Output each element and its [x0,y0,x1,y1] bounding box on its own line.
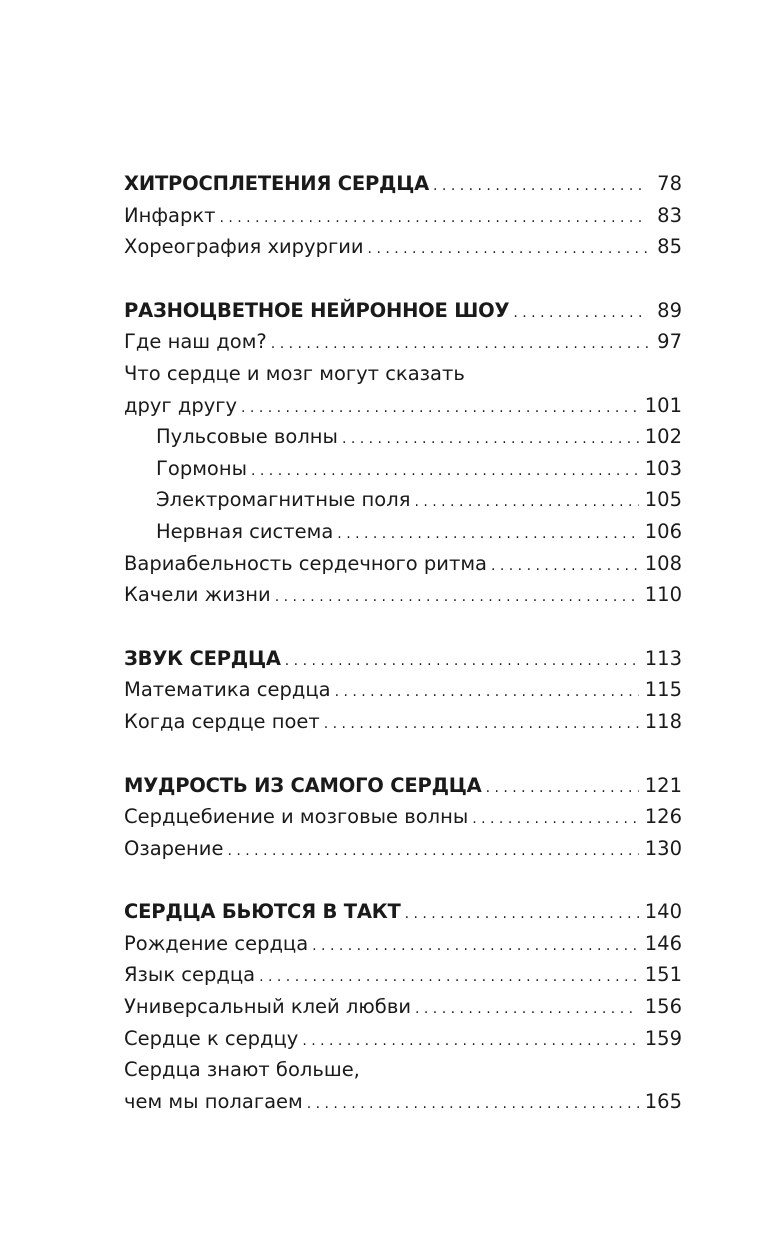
leader-dots [285,646,639,678]
leader-dots [312,931,639,963]
leader-dots [415,994,639,1026]
toc-entry[interactable] [124,706,682,738]
toc-entry[interactable] [124,548,682,580]
toc-entry-title: Озарение [124,836,224,860]
leader-dots [335,677,639,709]
page-number: 97 [657,330,682,354]
page-number: 110 [644,583,682,607]
toc-subentry-title: Пульсовые волны [156,425,338,449]
toc-entry[interactable] [124,801,682,833]
leader-dots [342,424,639,456]
toc-heading-title: ЗВУК СЕРДЦА [124,646,281,670]
toc-section [124,896,682,1117]
toc-heading[interactable] [124,168,682,200]
page-number: 78 [657,172,682,195]
leader-dots [302,1026,638,1058]
toc-entry-title: Вариабельность сердечного ритма [124,551,487,575]
toc-entry-title: Хореография хирургии [124,235,364,259]
toc-heading-title: СЕРДЦА БЬЮТСЯ В ТАКТ [124,900,401,924]
leader-dots [259,962,639,994]
page-number: 102 [644,425,682,449]
leader-dots [251,456,639,488]
toc-heading[interactable] [124,896,682,928]
toc-entry[interactable] [124,1086,682,1118]
toc-entry[interactable] [124,928,682,960]
page-number: 130 [644,836,682,860]
toc-entry[interactable] [124,991,682,1023]
toc-section [124,643,682,738]
toc-entry[interactable] [124,1023,682,1055]
leader-dots [241,393,639,425]
leader-dots [486,773,639,805]
page-number: 140 [644,900,682,924]
page-number: 101 [644,393,682,417]
page-number: 89 [657,298,682,322]
leader-dots [275,582,639,614]
toc-entry-title: Где наш дом? [124,330,267,354]
leader-dots [472,804,639,836]
toc-subentry[interactable] [124,484,682,516]
toc-subentry[interactable] [124,453,682,485]
toc-subentry[interactable] [124,421,682,453]
page-number: 115 [644,678,682,702]
toc-entry-title: Универсальный клей любви [124,995,411,1019]
page-number: 113 [644,646,682,670]
page-number: 146 [644,931,682,955]
toc-heading-title: ХИТРОСПЛЕТЕНИЯ СЕРДЦА [124,172,430,195]
page-number: 156 [644,995,682,1019]
page-number: 108 [644,551,682,575]
toc-section [124,770,682,865]
toc-heading[interactable] [124,643,682,675]
leader-dots [271,329,648,361]
toc-heading[interactable] [124,295,682,327]
leader-dots [368,234,648,266]
toc-entry-title: Язык сердца [124,963,256,987]
toc-heading[interactable] [124,770,682,802]
page-number: 126 [644,805,682,829]
toc-entry[interactable] [124,959,682,991]
toc-entry-title: Сердцебиение и мозговые волны [124,805,469,829]
toc-entry-title: Математика сердца [124,678,331,702]
toc-entry[interactable] [124,200,682,232]
page-number: 85 [657,235,682,259]
leader-dots [414,487,638,519]
toc-entry[interactable] [124,579,682,611]
leader-dots [307,1089,639,1121]
page-number: 105 [644,488,682,512]
table-of-contents [124,168,682,1149]
page-number: 103 [644,456,682,480]
toc-section [124,168,682,263]
leader-dots [405,899,639,931]
leader-dots [491,551,639,583]
toc-subentry-title: Гормоны [156,456,247,480]
toc-entry-title: Сердце к сердцу [124,1026,299,1050]
toc-entry-title-line1: Что сердце и мозг могут сказать [124,361,465,385]
toc-entry[interactable] [124,674,682,706]
leader-dots [227,836,638,868]
toc-heading-title: МУДРОСТЬ ИЗ САМОГО СЕРДЦА [124,773,482,797]
toc-entry-title: Когда сердце поет [124,709,320,733]
page-number: 121 [644,773,682,797]
page-number: 151 [644,963,682,987]
toc-entry-title: Инфаркт [124,203,216,227]
toc-entry[interactable] [124,833,682,865]
leader-dots [324,709,639,741]
toc-subentry-title: Электромагнитные поля [156,488,411,512]
page-number: 106 [644,519,682,543]
toc-heading-title: РАЗНОЦВЕТНОЕ НЕЙРОННОЕ ШОУ [124,298,510,322]
page-number: 83 [657,203,682,227]
toc-entry[interactable] [124,326,682,358]
leader-dots [219,203,648,235]
leader-dots [433,171,648,203]
toc-entry-title: Рождение сердца [124,931,309,955]
toc-subentry[interactable] [124,516,682,548]
page-number: 118 [644,709,682,733]
leader-dots [513,298,648,330]
toc-entry[interactable] [124,390,682,422]
toc-entry-title-line1: Сердца знают больше, [124,1058,360,1082]
toc-entry-title: чем мы полагаем [124,1089,303,1113]
page-number: 159 [644,1026,682,1050]
page-number: 165 [644,1089,682,1113]
toc-entry-title: друг другу [124,393,238,417]
leader-dots [337,519,638,551]
toc-subentry-title: Нервная система [156,519,334,543]
toc-entry-title: Качели жизни [124,583,271,607]
toc-section [124,295,682,611]
toc-entry[interactable] [124,231,682,263]
